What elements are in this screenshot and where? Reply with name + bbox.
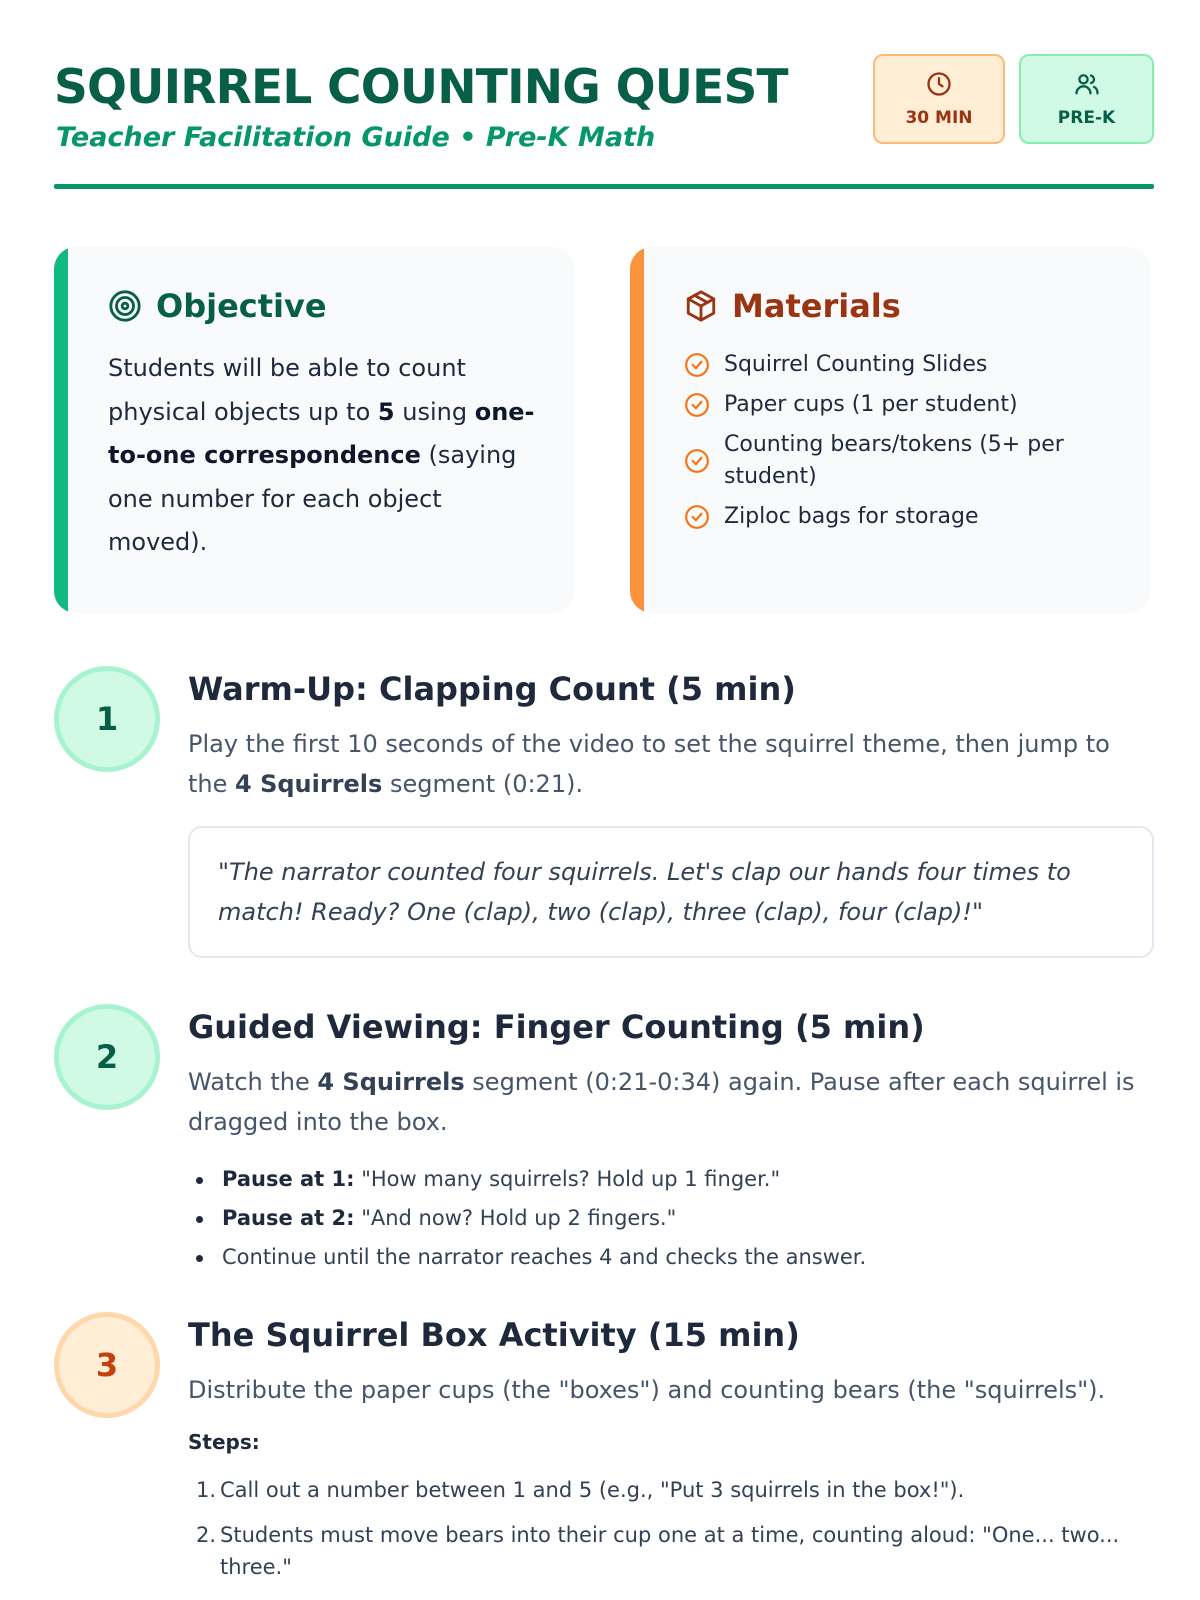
list-item-emphasis: Pause at 2: — [222, 1206, 355, 1230]
list-item — [188, 1160, 1154, 1199]
header-divider — [54, 184, 1154, 189]
step-body — [188, 1004, 1154, 1277]
list-item — [188, 1199, 1154, 1238]
users-icon — [1073, 70, 1101, 98]
grade-label: PRE-K — [1057, 108, 1116, 128]
materials-item — [684, 389, 1124, 421]
materials-item-label: Ziploc bags for storage — [724, 504, 979, 529]
step-description — [188, 1062, 1154, 1142]
duration-label: 30 MIN — [905, 108, 973, 128]
step-body — [188, 666, 1154, 958]
materials-item-label: Counting bears/tokens (5+ per student) — [724, 432, 1064, 489]
check-circle-icon — [684, 448, 710, 474]
header — [54, 52, 1154, 192]
list-item — [188, 1519, 1154, 1583]
pause-bullet-list — [188, 1160, 1154, 1277]
objective-heading-text: Objective — [156, 287, 327, 325]
grade-badge — [1019, 54, 1154, 144]
list-item-text: "And now? Hold up 2 fingers." — [354, 1206, 677, 1230]
list-item-text: Continue until the narrator reaches 4 and checks the answer. — [222, 1245, 867, 1269]
activity-steps-list — [188, 1474, 1154, 1583]
materials-item-label: Squirrel Counting Slides — [724, 352, 988, 377]
lesson-guide-page — [54, 0, 1154, 1600]
objective-text — [108, 347, 548, 565]
step-number-badge: 3 — [54, 1312, 160, 1418]
teacher-script-quote: "The narrator counted four squirrels. Let's clap our hands four times to match! Ready? One (clap), two (clap), three (clap), four (clap)!" — [188, 826, 1154, 958]
duration-badge — [873, 54, 1005, 144]
step-description-emphasis: 4 Squirrels — [317, 1068, 465, 1096]
steps-label: Steps: — [188, 1430, 260, 1454]
step-description-part: Watch the — [188, 1068, 318, 1096]
check-circle-icon — [684, 504, 710, 530]
list-item-text: Students must move bears into their cup one at a time, counting aloud: "One... two... three." — [220, 1523, 1120, 1579]
list-item-number: 2. — [196, 1523, 217, 1547]
materials-heading — [684, 287, 901, 325]
objective-text-part: Students will be able to count physical objects up to — [108, 354, 466, 426]
step-description-part: Play the first 10 seconds of the video to set the squirrel theme, then jump to the — [188, 730, 1110, 798]
materials-list — [684, 349, 1124, 541]
step-description-part: segment (0:21-0:34) again. Pause after each squirrel is dragged into the box. — [188, 1068, 1135, 1136]
package-icon — [684, 289, 718, 323]
step-body — [188, 1312, 1154, 1596]
clock-icon — [925, 70, 953, 98]
materials-item — [684, 349, 1124, 381]
objective-number: 5 — [377, 397, 395, 426]
objective-emphasis: one-to-one correspondence — [108, 397, 535, 469]
list-item-text: Call out a number between 1 and 5 (e.g., "Put 3 squirrels in the box!"). — [220, 1478, 965, 1502]
step-title: The Squirrel Box Activity (15 min) — [188, 1316, 800, 1354]
step-title: Warm-Up: Clapping Count (5 min) — [188, 670, 796, 708]
step-description-part: segment (0:21). — [382, 770, 584, 798]
step-number-badge: 1 — [54, 666, 160, 772]
page-subtitle: Teacher Facilitation Guide • Pre-K Math — [56, 122, 656, 153]
list-item-emphasis: Pause at 1: — [222, 1167, 355, 1191]
materials-card — [630, 247, 1150, 613]
check-circle-icon — [684, 392, 710, 418]
step-title: Guided Viewing: Finger Counting (5 min) — [188, 1008, 925, 1046]
step-description — [188, 724, 1154, 804]
list-item — [188, 1474, 1154, 1506]
objective-card — [54, 247, 574, 613]
step-description: Distribute the paper cups (the "boxes") and counting bears (the "squirrels"). — [188, 1376, 1106, 1404]
step-number-badge: 2 — [54, 1004, 160, 1110]
check-circle-icon — [684, 352, 710, 378]
materials-item — [684, 429, 1124, 493]
step-description-emphasis: 4 Squirrels — [235, 770, 383, 798]
list-item-number: 1. — [196, 1478, 217, 1502]
objective-heading — [108, 287, 327, 325]
list-item-text: "How many squirrels? Hold up 1 finger." — [354, 1167, 781, 1191]
materials-item-label: Paper cups (1 per student) — [724, 392, 1018, 417]
objective-text-part: using — [394, 397, 475, 426]
materials-heading-text: Materials — [732, 287, 901, 325]
list-item — [188, 1238, 1154, 1277]
target-icon — [108, 289, 142, 323]
materials-item — [684, 501, 1124, 533]
page-title: SQUIRREL COUNTING QUEST — [54, 60, 788, 115]
objective-text-part: (saying one number for each object moved). — [108, 441, 517, 556]
